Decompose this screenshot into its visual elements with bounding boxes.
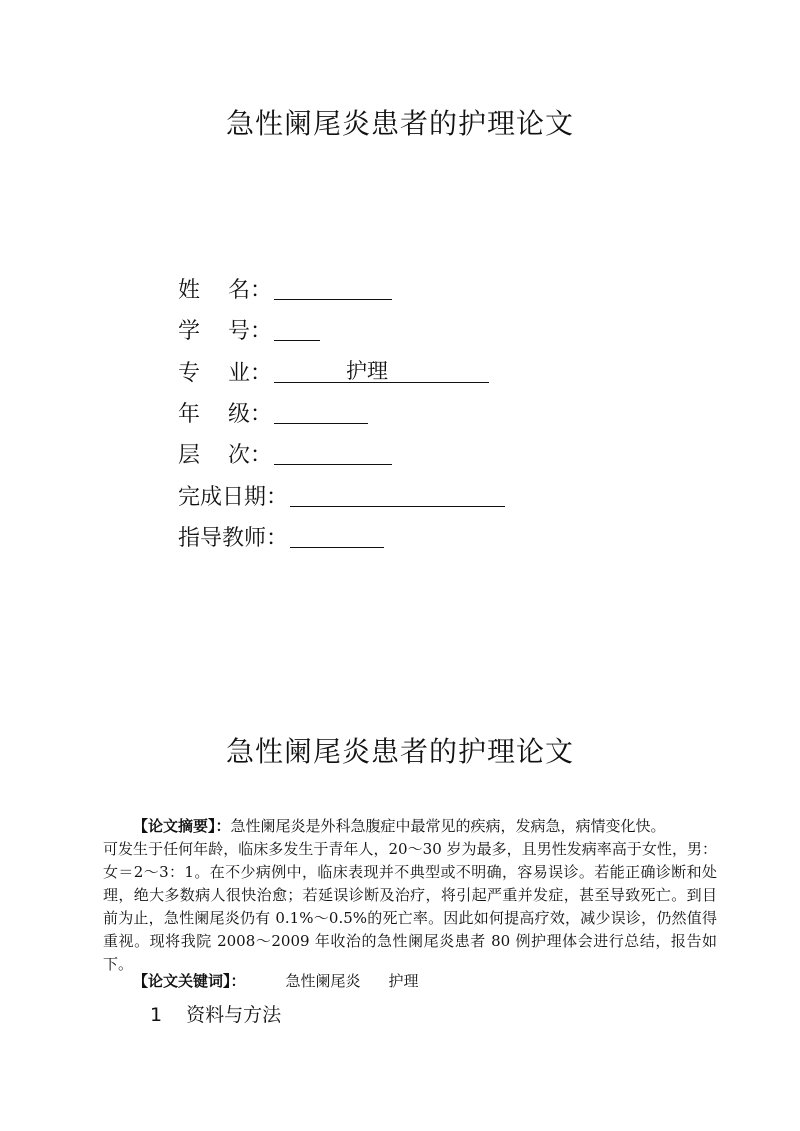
abstract-label: 【论文摘要】： xyxy=(133,817,231,835)
field-label: 完成日期： xyxy=(178,485,289,510)
field-label: 专 业： xyxy=(178,361,272,386)
abstract-text: 可发生于任何年龄，临床多发生于青年人，20～30 岁为最多，且男性发病率高于女性，男：女＝2～3：1。在不少病例中，临床表现并不典型或不明确，容易误诊。若能正确诊断和处理，绝大多数病人很快治愈；若延误诊断及治疗，将引起严重并发症，甚至导致死亡。到目前为止，急性阑尾炎仍有 0.1%～0.5%的死亡率。因此如何提高疗效，减少误诊，仍然值得重视。现将我院 2008～2009 年收治的急性阑尾炎患者 80 例护理体会进行总结，报告如下。 xyxy=(103,840,717,973)
field-completion-date xyxy=(178,477,505,511)
field-blank xyxy=(274,277,392,300)
field-blank xyxy=(290,484,505,507)
field-label: 姓 名： xyxy=(178,278,272,303)
field-blank xyxy=(274,401,368,424)
field-advisor xyxy=(178,518,384,552)
field-label: 学 号： xyxy=(178,319,272,344)
field-blank xyxy=(274,360,489,383)
keywords-label: 【论文关键词】： xyxy=(133,972,246,990)
field-blank xyxy=(274,318,320,341)
field-grade xyxy=(178,394,368,428)
field-value: 护理 xyxy=(345,359,388,383)
abstract-first-line: 急性阑尾炎是外科急腹症中最常见的疾病，发病急，病情变化快。 xyxy=(230,817,666,835)
section-number: 1 xyxy=(150,1004,163,1026)
cover-title: 急性阑尾炎患者的护理论文 xyxy=(225,107,574,140)
keyword: 护理 xyxy=(388,972,419,990)
field-major xyxy=(178,353,489,387)
field-blank xyxy=(290,525,384,548)
field-label: 层 次： xyxy=(178,443,272,468)
paper-title: 急性阑尾炎患者的护理论文 xyxy=(225,735,574,768)
section-title: 资料与方法 xyxy=(186,1004,282,1026)
section-heading xyxy=(150,1000,281,1027)
abstract xyxy=(103,815,717,976)
field-label: 年 级： xyxy=(178,402,272,427)
keyword: 急性阑尾炎 xyxy=(285,972,361,990)
field-level xyxy=(178,435,392,469)
field-student-id xyxy=(178,311,320,345)
field-name xyxy=(178,270,392,304)
keywords-line xyxy=(133,970,419,991)
field-blank xyxy=(274,442,392,465)
field-label: 指导教师： xyxy=(178,526,289,551)
